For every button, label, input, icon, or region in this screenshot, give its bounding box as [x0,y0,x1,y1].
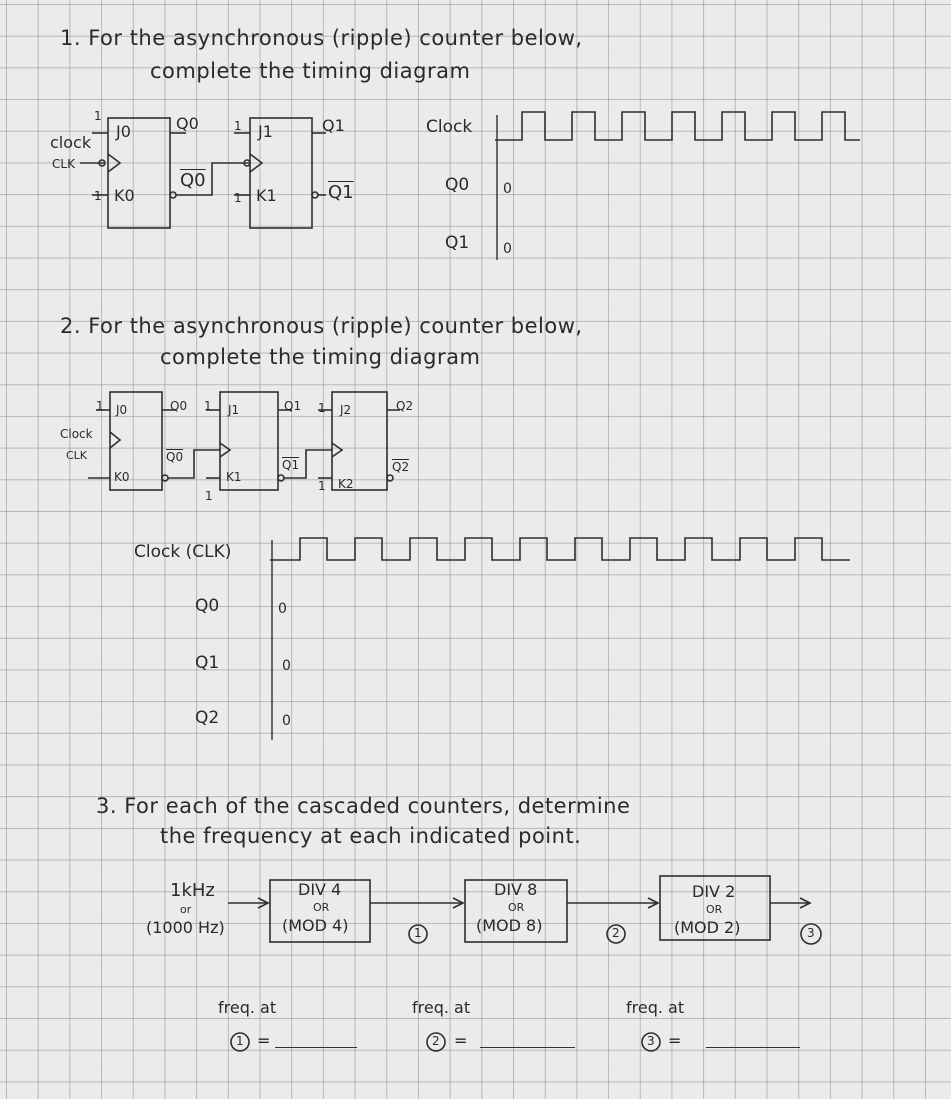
q3-input-freq: 1kHz [170,880,215,901]
q2-ff1-one-bot: 1 [205,489,213,503]
q3-stage1-bottom: (MOD 4) [282,916,349,935]
q2-signal-q0-label: Q0 [195,596,220,616]
q1-signal-q0-label: Q0 [445,175,470,195]
q3-stage2-top: DIV 8 [494,880,538,899]
q1-ff0-one-top: 1 [94,109,102,123]
q2-ff1-q: Q1 [284,399,302,413]
q2-signal-clock-label: Clock (CLK) [134,542,232,562]
q2-signal-q0-initial: 0 [278,601,287,617]
q2-ff0-q: Q0 [170,399,188,413]
q2-ff2-j: J2 [340,403,352,417]
q2-ff1-k: K1 [226,470,242,484]
q1-ff0-qbar: Q0 [180,170,206,191]
q2-line1: 2. For the asynchronous (ripple) counter below, [60,314,583,338]
q3-point-3: 3 [807,926,815,940]
q2-ff2-qbar: Q2 [392,460,410,474]
q3-stage2-bottom: (MOD 8) [476,916,543,935]
q3-input-or: or [180,903,192,916]
q2-line2: complete the timing diagram [160,345,481,369]
q3-answer3-label: freq. at [626,998,685,1017]
q1-ff0-q: Q0 [176,114,199,133]
q3-answer3-point: 3 [647,1034,655,1048]
q2-ff2-one-top: 1 [318,401,326,415]
q3-answer3-blank[interactable] [706,1047,800,1048]
q2-ff0-j: J0 [116,403,128,417]
q1-signal-q1-initial: 0 [503,241,512,257]
q3-stage3-top: DIV 2 [692,882,736,901]
q3-point-1: 1 [414,926,422,940]
q3-point-2: 2 [612,926,620,940]
q1-ff1-one-top: 1 [234,119,242,133]
q1-signal-q1-label: Q1 [445,233,470,253]
q3-answer2-label: freq. at [412,998,471,1017]
q2-signal-q1-label: Q1 [195,653,220,673]
q3-answer1-point: 1 [236,1034,244,1048]
q3-answer2-point: 2 [432,1034,440,1048]
q3-line1: 3. For each of the cascaded counters, determine [96,794,631,818]
q1-signal-q0-initial: 0 [503,181,512,197]
q3-answer3-eq: = [668,1031,682,1050]
q1-clock-in-label: clock [50,133,92,152]
q1-line1: 1. For the asynchronous (ripple) counter below, [60,26,583,50]
q3-answer2-eq: = [454,1031,468,1050]
q1-ff0-k: K0 [114,186,135,205]
q1-signal-clock-label: Clock [426,117,473,137]
q3-line2: the frequency at each indicated point. [160,824,582,848]
q3-answer2-blank[interactable] [480,1047,575,1048]
q2-ff0-k: K0 [114,470,130,484]
q1-ff1-k: K1 [256,186,277,205]
q2-clk-label: CLK [66,449,88,462]
q3-answer1-eq: = [257,1031,271,1050]
q2-ff2-q: Q2 [396,399,414,413]
q2-clock-in-label: Clock [60,427,93,441]
q1-ff1-qbar: Q1 [328,182,354,203]
q2-signal-q2-initial: 0 [282,713,291,729]
q2-ff2-k: K2 [338,477,354,491]
q3-answer1-label: freq. at [218,998,277,1017]
q1-ff1-one-bot: 1 [234,191,242,205]
q2-ff1-qbar: Q1 [282,458,300,472]
q3-stage2-or: OR [508,901,525,914]
q3-stage1-or: OR [313,901,330,914]
q2-ff1-one-top: 1 [204,399,212,413]
q1-line2: complete the timing diagram [150,59,471,83]
q1-ff0-one-bot: 1 [94,189,102,203]
q2-ff2-one-bot: 1 [318,479,326,493]
q3-stage3-or: OR [706,903,723,916]
q3-answer1-blank[interactable] [275,1047,357,1048]
q2-ff0-qbar: Q0 [166,450,184,464]
q2-signal-q2-label: Q2 [195,708,220,728]
q2-ff0-one-top: 1 [96,399,104,413]
q1-clk-label: CLK [52,157,75,171]
q2-signal-q1-initial: 0 [282,658,291,674]
q3-stage1-top: DIV 4 [298,880,342,899]
q3-stage3-bottom: (MOD 2) [674,918,741,937]
q1-ff0-j: J0 [116,122,131,141]
q2-ff1-j: J1 [228,403,240,417]
q1-ff1-j: J1 [258,122,273,141]
q1-ff1-q: Q1 [322,116,345,135]
q3-input-alt: (1000 Hz) [146,918,225,937]
